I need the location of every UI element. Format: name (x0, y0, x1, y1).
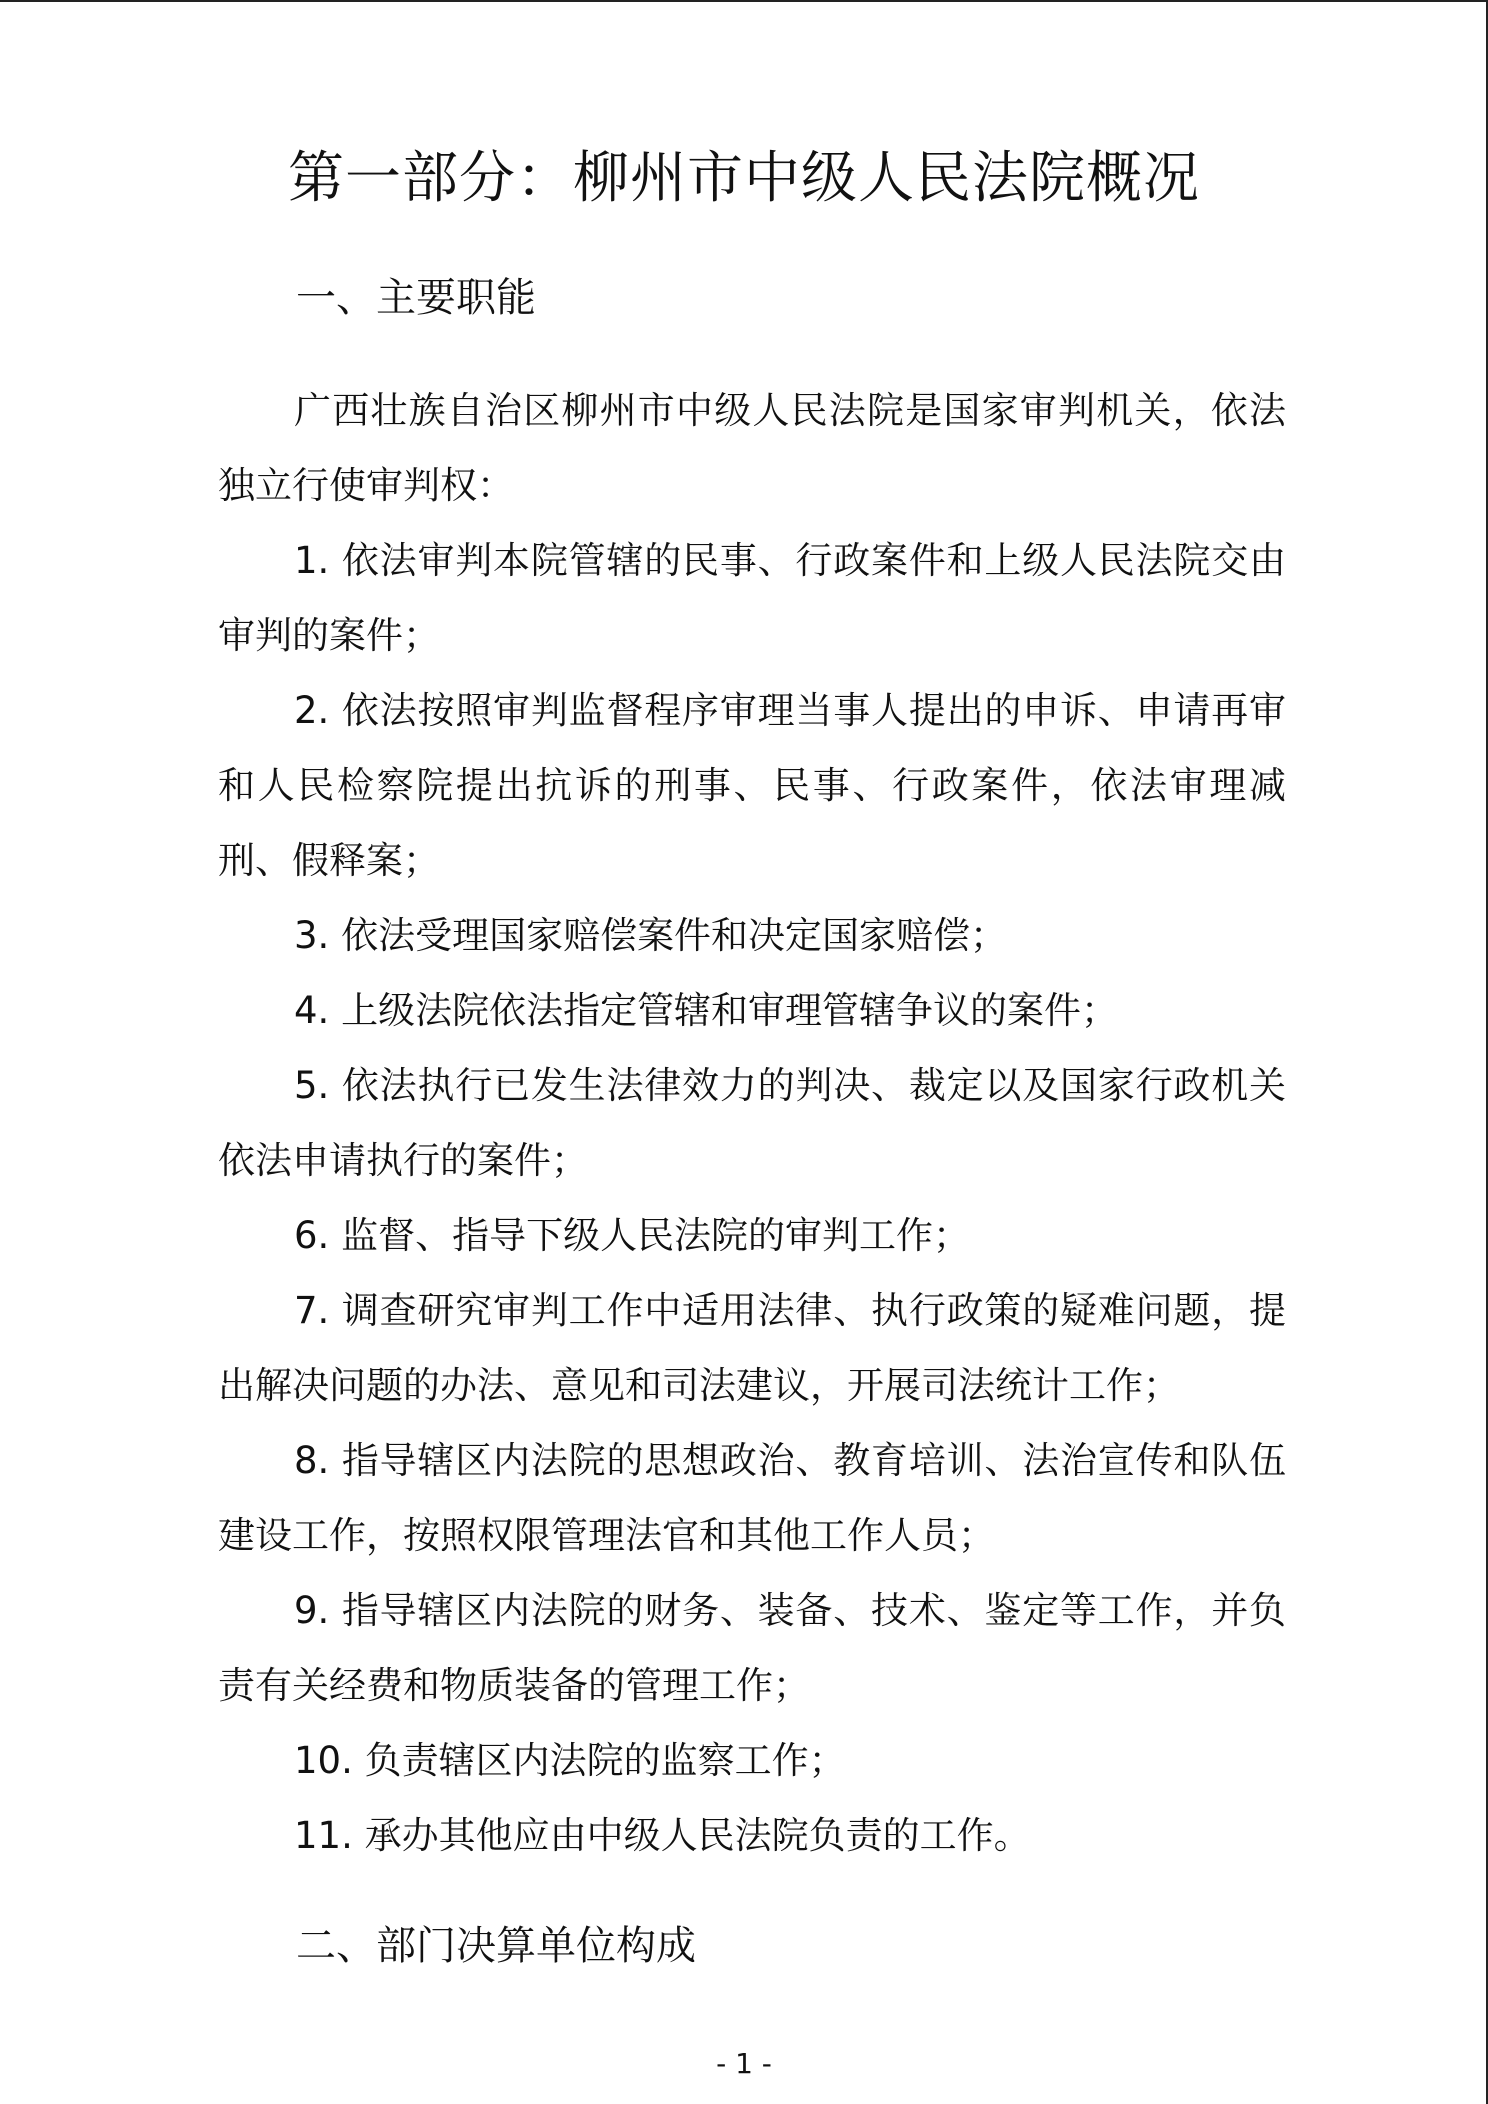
list-item: 7. 调查研究审判工作中适用法律、执行政策的疑难问题，提出解决问题的办法、意见和司法建议，开展司法统计工作； (218, 1289, 1286, 1407)
page-number: - 1 - (716, 2047, 772, 2080)
list-item: 8. 指导辖区内法院的思想政治、教育培训、法治宣传和队伍建设工作，按照权限管理法官和其他工作人员； (218, 1439, 1286, 1557)
intro-paragraph: 广西壮族自治区柳州市中级人民法院是国家审判机关，依法独立行使审判权： (218, 389, 1286, 507)
page-title: 第一部分：柳州市中级人民法院概况 (288, 146, 1200, 211)
list-item: 9. 指导辖区内法院的财务、装备、技术、鉴定等工作，并负责有关经费和物质装备的管理工作； (218, 1589, 1286, 1707)
page-border-top (0, 0, 1488, 2)
list-item: 6. 监督、指导下级人民法院的审判工作； (294, 1214, 971, 1257)
list-item: 5. 依法执行已发生法律效力的判决、裁定以及国家行政机关依法申请执行的案件； (218, 1064, 1286, 1182)
list-item: 10. 负责辖区内法院的监察工作； (294, 1739, 846, 1782)
section-heading-main-functions: 一、主要职能 (296, 275, 536, 321)
list-item: 4. 上级法院依法指定管辖和审理管辖争议的案件； (294, 989, 1119, 1032)
list-item: 3. 依法受理国家赔偿案件和决定国家赔偿； (294, 914, 1008, 957)
list-item: 2. 依法按照审判监督程序审理当事人提出的申诉、申请再审和人民检察院提出抗诉的刑事、民事、行政案件，依法审理减刑、假释案； (218, 689, 1286, 882)
section-heading-unit-composition: 二、部门决算单位构成 (296, 1923, 696, 1969)
list-item: 11. 承办其他应由中级人民法院负责的工作。 (294, 1814, 1031, 1857)
list-item: 1. 依法审判本院管辖的民事、行政案件和上级人民法院交由审判的案件； (218, 539, 1286, 657)
